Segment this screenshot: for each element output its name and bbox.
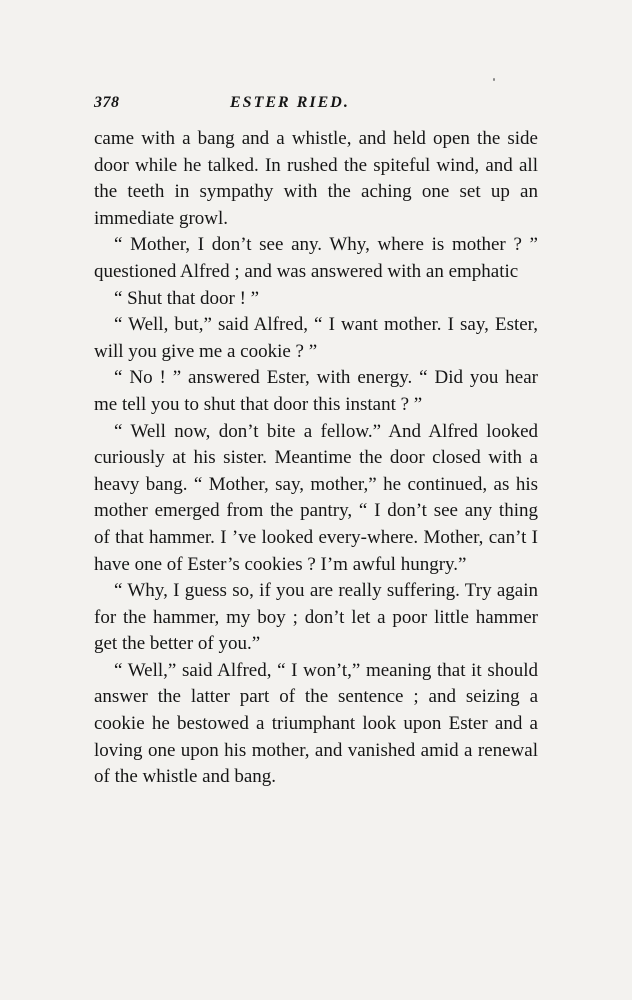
paragraph: “ Mother, I don’t see any. Why, where is mother ? ” questioned Alfred ; and was answered with an emphatic xyxy=(94,234,538,282)
paragraph: “ Why, I guess so, if you are really suffering. Try again for the hammer, my boy ; don’t let a poor little hammer get the better of you.” xyxy=(94,580,538,655)
page-header xyxy=(94,94,538,118)
paragraph: came with a bang and a whistle, and held open the side door while he talked. In rushed the spiteful wind, and all the teeth in sympathy with the aching one set up an immediate growl. xyxy=(94,128,538,229)
paragraph: “ Well, but,” said Alfred, “ I want mother. I say, Ester, will you give me a cookie ? ” xyxy=(94,314,538,362)
page-number: 378 xyxy=(94,94,120,111)
paragraph: “ Well,” said Alfred, “ I won’t,” meaning that it should answer the latter part of the sentence ; and seizing a cookie he bestowed a triumphant look upon Ester and a loving one upon his mother, and vanished amid a renewal of the whistle and bang. xyxy=(94,659,538,788)
scan-speck xyxy=(493,78,495,81)
running-head: ESTER RIED. xyxy=(230,94,350,111)
paragraph: “ Well now, don’t bite a fellow.” And Alfred looked curiously at his sister. Meantime the door closed with a heavy bang. “ Mother, say, mother,” he continued, as his mother emerged from the pantry, “ I don’t see any thing of that hammer. I ’ve looked every-where. Mother, can’t I have one of Ester’s cookies ? I’m awful hungry.” xyxy=(94,420,538,575)
paragraph: “ No ! ” answered Ester, with energy. “ Did you hear me tell you to shut that door this instant ? ” xyxy=(94,367,538,415)
paragraph: “ Shut that door ! ” xyxy=(114,287,260,309)
body-text xyxy=(94,126,538,791)
